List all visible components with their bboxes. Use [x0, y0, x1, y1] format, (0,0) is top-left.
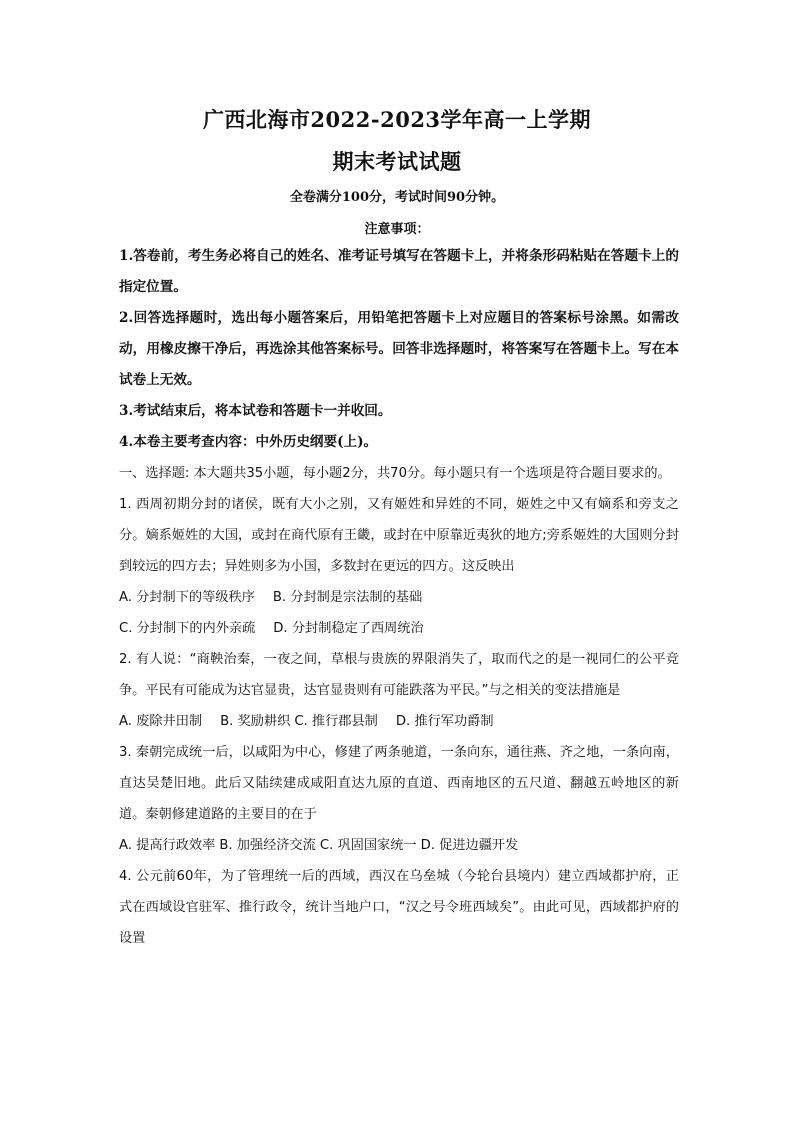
question-options-row — [119, 706, 679, 737]
notice-item: 4.本卷主要考查内容：中外历史纲要(上)。 — [119, 434, 378, 450]
notice-item: 2.回答选择题时，选出每小题答案后，用铅笔把答题卡上对应题目的答案标号涂黑。如需改动，用橡皮擦干净后，再选涂其他答案标号。回答非选择题时，将答案写在答题卡上。写在本试卷上无效。 — [119, 310, 679, 388]
question-stem: 3. 秦朝完成统一后，以咸阳为中心，修建了两条驰道，一条向东，通往燕、齐之地，一条向南，直达吴楚旧地。此后又陆续建成咸阳直达九原的直道、西南地区的五尺道、翻越五岭地区的新道。秦朝修建道路的主要目的在于 — [119, 745, 679, 822]
option-c: C. 推行郡县制 — [294, 714, 378, 729]
notice-item: 1.答卷前，考生务必将自己的姓名、准考证号填写在答题卡上，并将条形码粘贴在答题卡上的指定位置。 — [119, 248, 679, 295]
question-options-row — [119, 830, 679, 861]
option-d: D. 分封制稳定了西周统治 — [273, 621, 424, 636]
option-c: C. 分封制下的内外亲疏 — [119, 621, 256, 636]
question-options-row — [119, 613, 679, 644]
notices-block — [119, 241, 679, 458]
question-stem: 4. 公元前60年，为了管理统一后的西域，西汉在乌垒城（今轮台县境内）建立西域都护府，正式在西域设官驻军、推行政令，统计当地户口，“汉之号令班西域矣”。由此可见，西域都护府的设置 — [119, 869, 679, 946]
option-d: D. 促进边疆开发 — [420, 838, 519, 853]
option-b: B. 奖励耕织 — [220, 714, 291, 729]
option-a: A. 提高行政效率 — [119, 838, 216, 853]
question-options-row — [119, 582, 679, 613]
option-a: A. 分封制下的等级秩序 — [119, 590, 255, 605]
exam-title-line2: 期末考试试题 — [332, 149, 462, 174]
section-heading: 一、选择题: 本大题共35小题，每小题2分，共70分。每小题只有一个选项是符合题目要求的。 — [119, 466, 671, 481]
option-a: A. 废除井田制 — [119, 714, 203, 729]
questions-block — [119, 458, 679, 954]
notice-item: 3.考试结束后，将本试卷和答题卡一并收回。 — [119, 403, 392, 419]
exam-title-line1: 广西北海市2022-2023学年高一上学期 — [202, 107, 592, 132]
option-c: C. 巩固国家统一 — [319, 838, 417, 853]
question-stem: 1. 西周初期分封的诸侯，既有大小之别，又有姬姓和异姓的不同，姬姓之中又有嫡系和旁支之分。嫡系姬姓的大国，或封在商代原有王畿，或封在中原靠近夷狄的地方;旁系姬姓的大国则分封到较远的四方去；异姓则多为小国，多数封在更远的四方。这反映出 — [119, 497, 679, 574]
score-time-info: 全卷满分100分，考试时间90分钟。 — [289, 190, 505, 205]
question-stem: 2. 有人说：“商鞅治秦，一夜之间，草根与贵族的界限消失了，取而代之的是一视同仁的公平竞争。平民有可能成为达官显贵，达官显贵则有可能跌落为平民。”与之相关的变法措施是 — [119, 652, 679, 698]
option-d: D. 推行军功爵制 — [395, 714, 494, 729]
option-b: B. 分封制是宗法制的基础 — [272, 590, 423, 605]
notice-heading: 注意事项： — [364, 222, 430, 237]
option-b: B. 加强经济交流 — [219, 838, 316, 853]
